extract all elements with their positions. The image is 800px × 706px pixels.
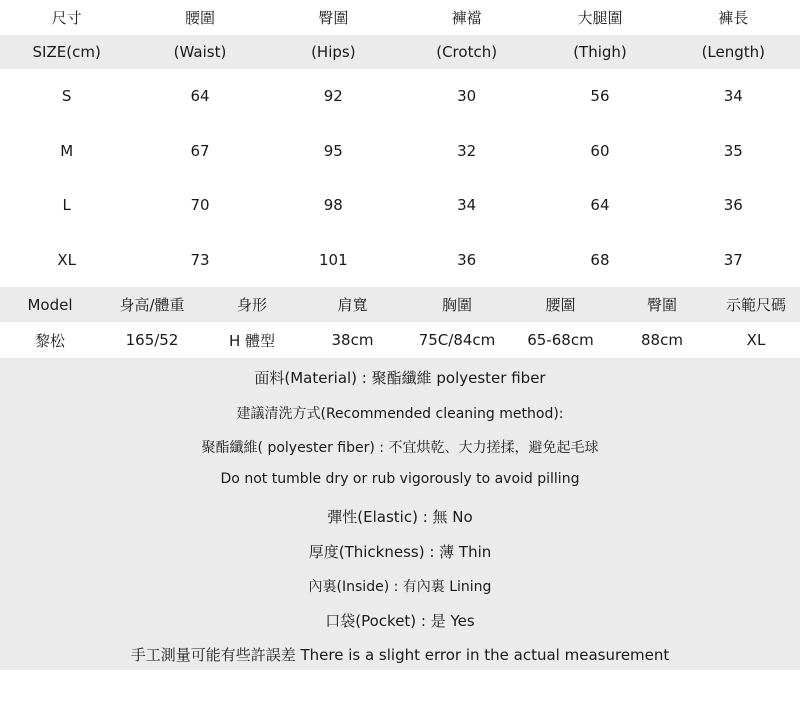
header-cell: 身形 <box>236 296 267 314</box>
length-cell: 37 <box>723 250 743 269</box>
header-cell: (Length) <box>701 43 766 61</box>
header-cell: (Thigh) <box>573 43 627 61</box>
chest-cell: 75C/84cm <box>418 331 496 349</box>
header-cell: (Hips) <box>311 43 356 61</box>
elastic-line: 彈性(Elastic) : 無 No <box>327 508 473 526</box>
material-line: 面料(Material) : 聚酯纖維 polyester fiber <box>254 369 546 387</box>
length-cell: 36 <box>723 196 743 215</box>
thigh-cell: 60 <box>590 141 610 160</box>
hips-cell: 88cm <box>641 331 683 349</box>
header-cell: 臀圍 <box>646 296 677 314</box>
header-cell: (Waist) <box>173 43 227 61</box>
header-cell: (Crotch) <box>436 43 498 61</box>
waist-cell: 65-68cm <box>527 331 594 349</box>
length-cell: 34 <box>723 87 743 106</box>
size-header-cn-row <box>0 0 800 35</box>
header-cell: 褲襠 <box>451 9 482 27</box>
model-table <box>0 287 800 358</box>
size-cell: L <box>62 196 71 215</box>
hips-cell: 92 <box>323 87 343 106</box>
table-row <box>0 124 800 179</box>
header-cell: 尺寸 <box>51 9 82 27</box>
product-info-block <box>0 358 800 670</box>
size-table <box>0 0 800 287</box>
header-cell: 臀圍 <box>318 9 349 27</box>
thigh-cell: 68 <box>590 250 610 269</box>
thigh-cell: 56 <box>590 87 610 106</box>
size-cell: S <box>61 87 72 106</box>
thickness-line: 厚度(Thickness) : 薄 Thin <box>308 543 492 561</box>
hips-cell: 98 <box>323 196 343 215</box>
waist-cell: 70 <box>190 196 210 215</box>
header-cell: 褲長 <box>718 9 749 27</box>
size-worn-cell: XL <box>746 331 766 349</box>
table-row <box>0 69 800 124</box>
crotch-cell: 32 <box>457 141 477 160</box>
height-weight-cell: 165/52 <box>125 331 179 349</box>
measurement-note: 手工測量可能有些許誤差 There is a slight error in the actual measurement <box>130 646 670 664</box>
shoulder-cell: 38cm <box>331 331 374 349</box>
body-shape-cell: H 體型 <box>228 331 276 350</box>
header-cell: 身高/體重 <box>119 296 185 314</box>
cleaning-title-line: 建議清洗方式(Recommended cleaning method): <box>236 406 564 422</box>
header-cell: 胸圍 <box>441 296 472 314</box>
hips-cell: 101 <box>319 250 348 269</box>
header-cell: Model <box>27 295 73 314</box>
hips-cell: 95 <box>323 141 343 160</box>
waist-cell: 64 <box>190 87 210 106</box>
inside-line: 內裏(Inside) : 有內裏 Lining <box>308 579 492 595</box>
size-cell: M <box>60 141 74 160</box>
waist-cell: 73 <box>190 250 210 269</box>
size-header-en-row <box>0 35 800 69</box>
header-cell: SIZE(cm) <box>32 43 101 61</box>
header-cell: 腰圍 <box>545 296 576 314</box>
crotch-cell: 36 <box>457 250 477 269</box>
model-header-row <box>0 287 800 322</box>
crotch-cell: 34 <box>457 196 477 215</box>
cleaning-en-line: Do not tumble dry or rub vigorously to avoid pilling <box>220 471 580 487</box>
header-cell: 腰圍 <box>184 9 215 27</box>
waist-cell: 67 <box>190 141 210 160</box>
table-row <box>0 233 800 288</box>
crotch-cell: 30 <box>457 87 477 106</box>
pocket-line: 口袋(Pocket) : 是 Yes <box>325 612 475 630</box>
model-name-cell: 黎松 <box>34 331 65 350</box>
header-cell: 肩寬 <box>337 296 368 314</box>
cleaning-cn-line: 聚酯纖維( polyester fiber) : 不宜烘乾、大力搓揉，避免起毛球 <box>201 440 599 456</box>
length-cell: 35 <box>723 141 743 160</box>
header-cell: 大腿圍 <box>577 9 623 27</box>
model-data-row <box>0 322 800 358</box>
table-row <box>0 178 800 233</box>
thigh-cell: 64 <box>590 196 610 215</box>
size-cell: XL <box>57 250 76 269</box>
header-cell: 示範尺碼 <box>725 296 786 314</box>
